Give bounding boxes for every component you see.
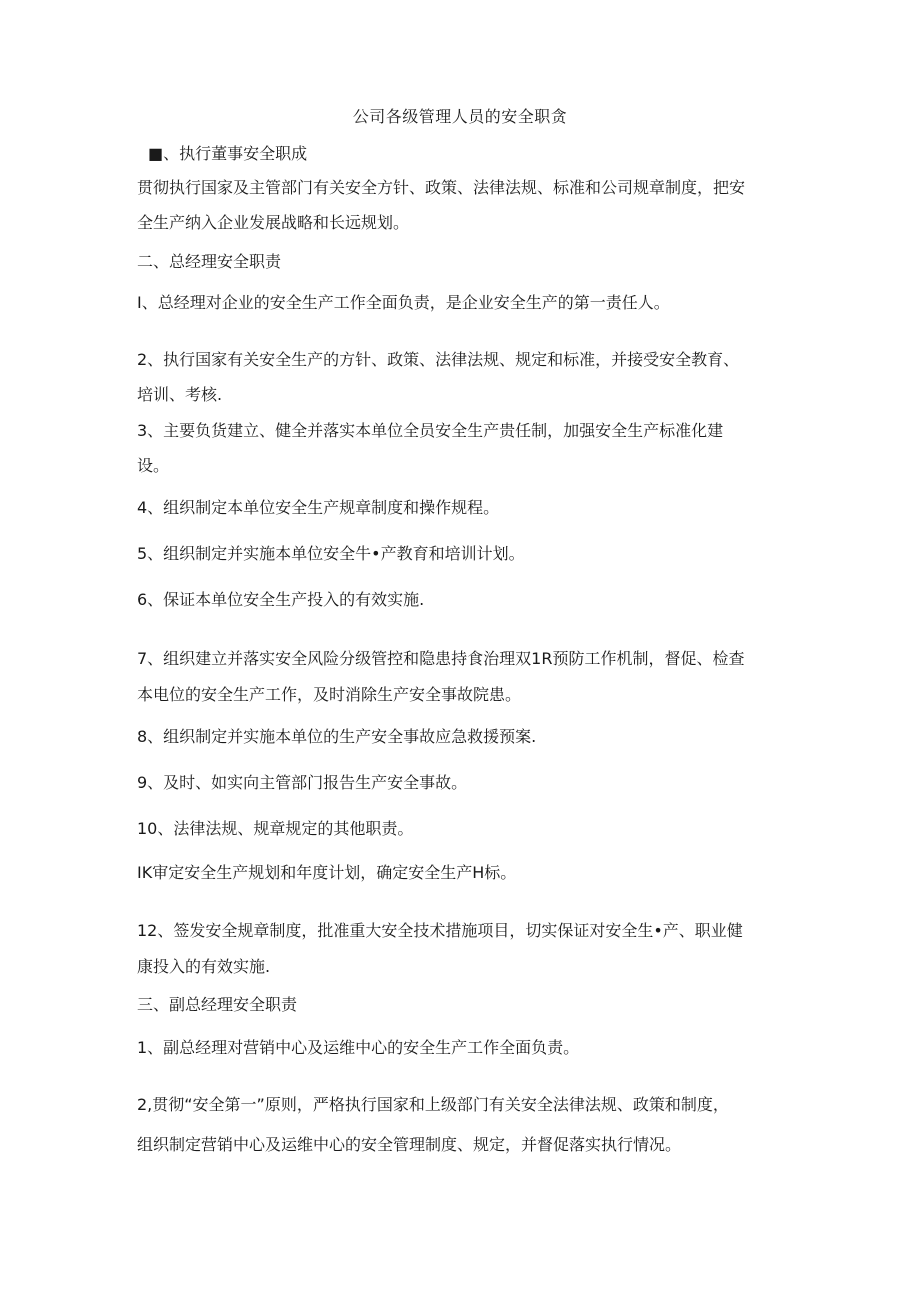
paragraph-line: 贯彻执行国家及主管部门有关安全方针、政策、法律法规、标准和公司规章制度，把安 [137, 178, 746, 197]
paragraph-line: 5、组织制定并实施本单位安全牛•产教育和培训计划。 [137, 544, 525, 563]
paragraph-line: 4、组织制定本单位安全生产规章制度和操作规程。 [137, 498, 500, 517]
section-heading-deputy-general-manager: 三、副总经理安全职责 [137, 995, 298, 1014]
paragraph-line: 2、执行国家有关安全生产的方针、政策、法律法规、规定和标准，并接受安全教育、 [137, 350, 740, 369]
paragraph-line: 2,贯彻“安全第一”原则，严格执行国家和上级部门有关安全法律法规、政策和制度， [137, 1095, 729, 1114]
section-heading-general-manager: 二、总经理安全职责 [137, 252, 282, 271]
paragraph-line: 6、保证本单位安全生产投入的有效实施. [137, 590, 425, 609]
paragraph-line: 1、副总经理对营销中心及运维中心的安全生产工作全面负责。 [137, 1038, 580, 1057]
paragraph-line: IK审定安全生产规划和年度计划，确定安全生产H标。 [137, 863, 517, 882]
paragraph-line: 9、及时、如实向主管部门报告生产安全事故。 [137, 773, 468, 792]
section-heading-executive-director: ■、执行董事安全职成 [148, 144, 308, 163]
paragraph-line: 设。 [137, 456, 170, 475]
paragraph-line: 培训、考核. [137, 385, 223, 404]
paragraph-line: 全生产纳入企业发展战略和长远规划。 [137, 213, 410, 232]
paragraph-line: I、总经理对企业的安全生产工作全面负责，是企业安全生产的第一责任人。 [137, 293, 670, 312]
paragraph-line: 康投入的有效实施. [137, 957, 271, 976]
paragraph-line: 7、组织建立并落实安全风险分级管控和隐患持食治理双1R预防工作机制，督促、检查 [137, 649, 745, 668]
paragraph-line: 8、组织制定并实施本单位的生产安全事故应急救援预案. [137, 727, 537, 746]
paragraph-line: 本电位的安全生产工作，及时消除生产安全事故院患。 [137, 685, 522, 704]
paragraph-line: 3、主要负货建立、健全并落实本单位全员安全生产贵任制，加强安全生产标准化建 [137, 421, 724, 440]
paragraph-line: 10、法律法规、规章规定的其他职责。 [137, 819, 414, 838]
paragraph-line: 组织制定营销中心及运维中心的安全管理制度、规定，并督促落实执行情况。 [137, 1135, 682, 1154]
paragraph-line: 12、签发安全规章制度，批准重大安全技术措施项目，切实保证对安全生•产、职业健 [137, 921, 743, 940]
document-title: 公司各级管理人员的安全职贪 [352, 107, 568, 126]
